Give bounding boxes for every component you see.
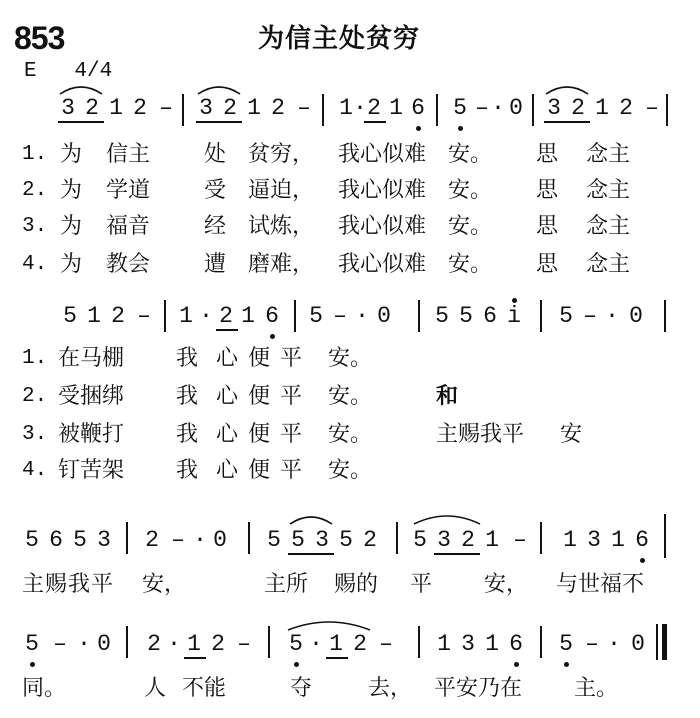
note: 2	[619, 95, 633, 121]
note: 5	[453, 95, 467, 121]
lyric: 人	[144, 676, 167, 701]
lyric: 念主	[586, 142, 631, 167]
note: 2	[223, 95, 237, 121]
note: 2	[367, 95, 381, 121]
note: 3	[547, 95, 561, 121]
lyric: 在马棚	[58, 346, 125, 371]
lyric: 主。	[574, 676, 619, 701]
note: 2	[133, 95, 147, 121]
low-octave-dot	[270, 334, 275, 339]
lyric: 为	[60, 142, 83, 167]
lyric: 我心似难	[338, 142, 427, 167]
barline	[540, 626, 542, 658]
note: ·	[355, 303, 369, 329]
lyric: 主所	[264, 572, 309, 597]
barline	[182, 94, 184, 126]
lyric: 思	[536, 142, 559, 167]
note: 6	[635, 527, 649, 553]
high-octave-dot	[512, 298, 517, 303]
barline	[396, 522, 398, 554]
note: 3	[97, 527, 111, 553]
lyric: 去，	[368, 676, 413, 701]
note: 5	[459, 303, 473, 329]
key-signature: E 4/4	[24, 60, 113, 83]
note: –	[137, 303, 151, 329]
note: 2	[85, 95, 99, 121]
note: 5	[25, 631, 39, 657]
barline	[268, 626, 270, 658]
low-octave-dot	[564, 662, 569, 667]
note: 2	[219, 303, 233, 329]
hymn-title: 为信主处贫穷	[258, 24, 421, 54]
lyric: 夺	[290, 676, 313, 701]
note: 1	[187, 631, 201, 657]
verse-number: 1.	[22, 143, 48, 166]
lyric: 我心似难	[338, 252, 427, 277]
note: 5	[291, 527, 305, 553]
lyric: 为	[60, 214, 83, 239]
lyric: 不能	[182, 676, 227, 701]
lyric: 我	[176, 422, 199, 447]
low-octave-dot	[640, 558, 645, 563]
note: –	[379, 631, 393, 657]
slur	[58, 84, 104, 96]
note: ·	[309, 631, 323, 657]
eighth-underline	[216, 329, 238, 331]
verse-number: 3.	[22, 215, 48, 238]
note: –	[645, 95, 659, 121]
eighth-underline	[58, 121, 104, 123]
lyric: 磨难，	[248, 252, 315, 277]
lyric: 安。	[448, 142, 493, 167]
hymn-number: 853	[14, 20, 65, 56]
note: 5	[435, 303, 449, 329]
barline	[666, 94, 668, 126]
lyric: 心便平	[216, 346, 313, 371]
low-octave-dot	[416, 126, 421, 131]
note: 1	[389, 95, 403, 121]
barline	[532, 94, 534, 126]
note: 2	[571, 95, 585, 121]
lyric: 信主	[106, 142, 151, 167]
note: ·	[605, 303, 619, 329]
note: 1	[563, 527, 577, 553]
note: 2	[353, 631, 367, 657]
lyric: 钉苦架	[58, 458, 125, 483]
note: ·	[353, 95, 367, 121]
verse-number: 4.	[22, 459, 48, 482]
lyric: 心便平	[216, 422, 313, 447]
lyric: 被鞭打	[58, 422, 125, 447]
barline	[248, 522, 250, 554]
barline	[436, 94, 438, 126]
note: 5	[339, 527, 353, 553]
note: –	[513, 527, 527, 553]
lyric: 与世福不	[556, 572, 645, 597]
note: –	[333, 303, 347, 329]
lyric: 为	[60, 252, 83, 277]
note: ·	[77, 631, 91, 657]
verse-number: 2.	[22, 385, 48, 408]
note: 1	[485, 527, 499, 553]
verse-number: 3.	[22, 423, 48, 446]
note: 5	[73, 527, 87, 553]
note: –	[237, 631, 251, 657]
lyric: 我	[176, 346, 199, 371]
lyric: 为	[60, 178, 83, 203]
lyric: 安。	[328, 346, 373, 371]
note: 3	[199, 95, 213, 121]
lyric: 念主	[586, 178, 631, 203]
note: 2	[211, 631, 225, 657]
lyric: 安。	[328, 422, 373, 447]
lyric: 安。	[328, 384, 373, 409]
note: 2	[363, 527, 377, 553]
note: 6	[49, 527, 63, 553]
low-octave-dot	[458, 126, 463, 131]
note: 1	[339, 95, 353, 121]
final-barline-thick	[662, 624, 667, 660]
lyric: 思	[536, 214, 559, 239]
lyric: 安。	[448, 178, 493, 203]
note: –	[297, 95, 311, 121]
note: 1	[241, 303, 255, 329]
lyric: 遭	[204, 252, 227, 277]
lyric: 平安乃在	[434, 676, 523, 701]
lyric: 处	[204, 142, 227, 167]
note: ·	[199, 303, 213, 329]
note: ·	[167, 631, 181, 657]
low-octave-dot	[30, 662, 35, 667]
lyric: 教会	[106, 252, 151, 277]
lyric: 同。	[22, 676, 67, 701]
final-barline-thin	[656, 624, 658, 660]
note: 5	[309, 303, 323, 329]
verse-number: 4.	[22, 253, 48, 276]
note: 0	[97, 631, 111, 657]
note: –	[53, 631, 67, 657]
refrain-lead-in: 主赐我平	[436, 422, 525, 447]
lyric: 我	[176, 458, 199, 483]
lyric: 念主	[586, 252, 631, 277]
eighth-underline	[184, 657, 206, 659]
lyric: 福音	[106, 214, 151, 239]
note: –	[583, 303, 597, 329]
note: i	[507, 303, 521, 329]
note: 5	[559, 303, 573, 329]
barline	[322, 94, 324, 126]
eighth-underline	[196, 121, 242, 123]
note: 0	[509, 95, 523, 121]
note: –	[171, 527, 185, 553]
slur	[544, 84, 590, 96]
note: 0	[629, 303, 643, 329]
verse-number: 1.	[22, 347, 48, 370]
note: 2	[147, 631, 161, 657]
lyric: 安，	[484, 572, 529, 597]
eighth-underline	[434, 553, 480, 555]
low-octave-dot	[514, 662, 519, 667]
note: 0	[631, 631, 645, 657]
barline	[540, 522, 542, 554]
note: 2	[111, 303, 125, 329]
lyric: 思	[536, 252, 559, 277]
slur	[412, 512, 482, 526]
lyric: 受捆绑	[58, 384, 125, 409]
barline	[126, 522, 128, 554]
note: –	[159, 95, 173, 121]
lyric: 思	[536, 178, 559, 203]
lyric: 逼迫，	[248, 178, 315, 203]
note: 2	[271, 95, 285, 121]
lyric: 经	[204, 214, 227, 239]
note: 5	[559, 631, 573, 657]
low-octave-dot	[294, 662, 299, 667]
lyric: 主赐我平	[22, 572, 115, 597]
note: 1	[485, 631, 499, 657]
note: 6	[509, 631, 523, 657]
barline	[294, 300, 296, 332]
note: 5	[413, 527, 427, 553]
refrain-he: 和	[436, 384, 459, 409]
note: 0	[213, 527, 227, 553]
lyric: 安。	[328, 458, 373, 483]
lyric: 学道	[106, 178, 151, 203]
note: 3	[437, 527, 451, 553]
note: 6	[265, 303, 279, 329]
slur	[288, 514, 334, 526]
lyric: 试炼，	[248, 214, 315, 239]
eighth-underline	[364, 121, 386, 123]
eighth-underline	[544, 121, 590, 123]
note: ·	[607, 631, 621, 657]
note: ·	[193, 527, 207, 553]
barline	[664, 514, 666, 558]
lyric: 安，	[142, 572, 187, 597]
lyric: 我心似难	[338, 214, 427, 239]
barline	[664, 300, 666, 332]
note: 2	[461, 527, 475, 553]
lyric: 念主	[586, 214, 631, 239]
barline	[540, 300, 542, 332]
lyric: 贫穷，	[248, 142, 315, 167]
note: 1	[87, 303, 101, 329]
note: 1	[179, 303, 193, 329]
note: 1	[329, 631, 343, 657]
note: –	[585, 631, 599, 657]
eighth-underline	[288, 553, 334, 555]
note: 1	[437, 631, 451, 657]
slur	[196, 84, 242, 96]
note: 0	[377, 303, 391, 329]
note: 1	[247, 95, 261, 121]
note: 3	[61, 95, 75, 121]
lyric: 心便平	[216, 384, 313, 409]
note: 5	[289, 631, 303, 657]
note: 6	[411, 95, 425, 121]
lyric: 我心似难	[338, 178, 427, 203]
note: 5	[267, 527, 281, 553]
lyric: 我	[176, 384, 199, 409]
eighth-underline	[326, 657, 348, 659]
lyric: 心便平	[216, 458, 313, 483]
note: 1	[611, 527, 625, 553]
lyric: 安。	[448, 252, 493, 277]
barline	[164, 300, 166, 332]
note: 2	[145, 527, 159, 553]
note: 1	[595, 95, 609, 121]
lyric: 平	[410, 572, 433, 597]
note: 5	[25, 527, 39, 553]
note: 1	[109, 95, 123, 121]
barline	[418, 626, 420, 658]
note: 3	[587, 527, 601, 553]
note: ·	[491, 95, 505, 121]
note: 3	[461, 631, 475, 657]
lyric: 安。	[448, 214, 493, 239]
barline	[418, 300, 420, 332]
note: 3	[315, 527, 329, 553]
slur	[286, 618, 372, 632]
refrain-lead-in: 安	[560, 422, 583, 447]
lyric: 受	[204, 178, 227, 203]
note: –	[475, 95, 489, 121]
note: 5	[63, 303, 77, 329]
verse-number: 2.	[22, 179, 48, 202]
barline	[126, 626, 128, 658]
note: 6	[483, 303, 497, 329]
lyric: 赐的	[334, 572, 379, 597]
